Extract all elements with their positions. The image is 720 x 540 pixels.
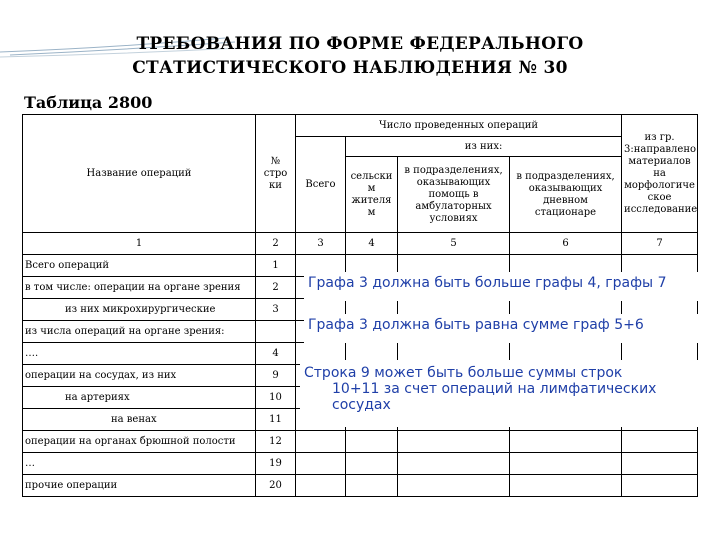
row-name: в том числе: операции на органе зрения [23,277,256,299]
row-no: 1 [256,255,296,277]
col-number: 2 [256,233,296,255]
header-performed: Число проведенных операций [296,115,622,137]
row-no: 4 [256,343,296,365]
row-name: операции на органах брюшной полости [23,431,256,453]
row-no: 20 [256,475,296,497]
row-name: из числа операций на органе зрения: [23,321,256,343]
row-name: на венах [23,409,256,431]
header-total: Всего [296,137,346,233]
note-row9-line1: Строка 9 может быть больше суммы строк [304,365,623,381]
col-number: 7 [622,233,698,255]
header-dayhosp: в подразделениях, оказывающих дневном стационаре [510,157,622,233]
title-line-1: ТРЕБОВАНИЯ ПО ФОРМЕ ФЕДЕРАЛЬНОГО [136,34,584,54]
table-caption: Таблица 2800 [24,93,153,112]
col-number: 4 [346,233,398,255]
note-row9-line2: 10+11 за счет операций на лимфатических [332,381,657,397]
row-no: 9 [256,365,296,387]
col-number: 6 [510,233,622,255]
row-name: прочие операции [23,475,256,497]
row-no: 19 [256,453,296,475]
row-name: …. [23,343,256,365]
row-name: … [23,453,256,475]
note-row9 [300,360,700,427]
row-name: из них микрохирургические [23,299,256,321]
table-row [23,453,698,475]
note-col3-equals-sum: Графа 3 должна быть равна сумме граф 5+6 [304,314,704,343]
header-rural: сельски м жителя м [346,157,398,233]
table-row [23,431,698,453]
header-of-them: из них: [346,137,622,157]
row-no: 3 [256,299,296,321]
header-outpatient: в подразделениях, оказывающих помощь в амбулаторных условиях [398,157,510,233]
col-number: 3 [296,233,346,255]
row-no: 12 [256,431,296,453]
col-number: 1 [23,233,256,255]
header-row-no: № стро ки [256,115,296,233]
row-no [256,321,296,343]
note-col3-greater: Графа 3 должна быть больше графы 4, графы 7 [304,272,704,301]
form-table [22,114,698,497]
row-no: 10 [256,387,296,409]
row-name: операции на сосудах, из них [23,365,256,387]
row-name: Всего операций [23,255,256,277]
table-row [23,475,698,497]
row-no: 2 [256,277,296,299]
row-no: 11 [256,409,296,431]
note-row9-line3: сосудах [332,397,391,413]
header-morph: из гр. 3:направлено материалов на морфологиче ское исследование [622,115,698,233]
header-name: Название операций [23,115,256,233]
col-number: 5 [398,233,510,255]
title-line-2: СТАТИСТИЧЕСКОГО НАБЛЮДЕНИЯ № 30 [132,58,568,78]
row-name: на артериях [23,387,256,409]
